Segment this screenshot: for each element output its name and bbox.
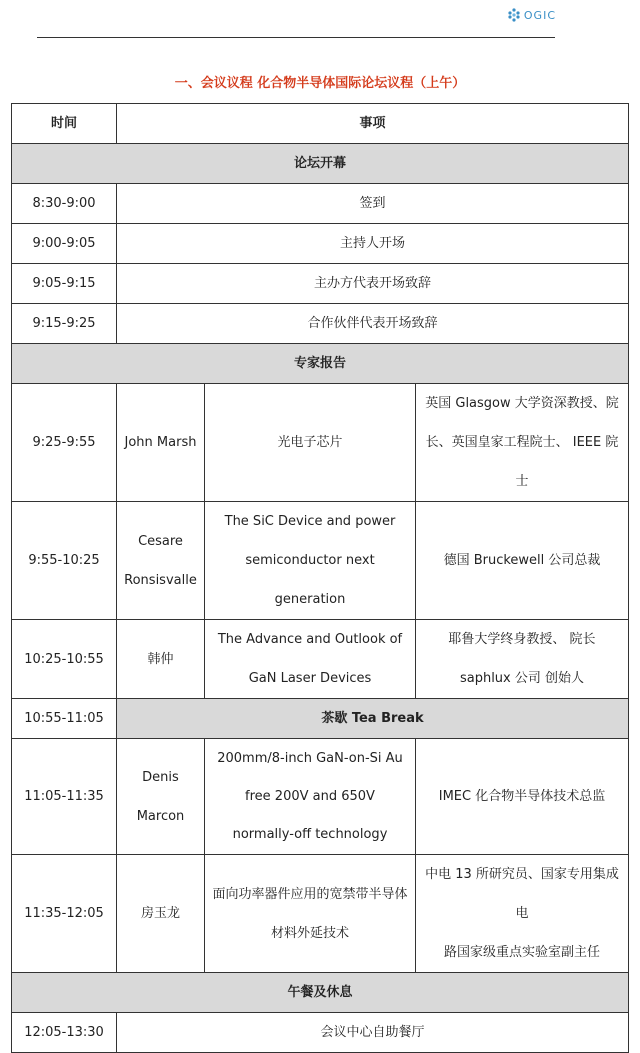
section-row: [12, 973, 629, 1013]
affiliation-line: IMEC 化合物半导体技术总监: [438, 789, 606, 804]
topic-line: 面向功率器件应用的宽禁带半导体: [212, 886, 408, 902]
affiliation-cell: [416, 384, 629, 502]
affiliation-line: 耶鲁大学终身教授、 院长: [448, 632, 596, 647]
topic-line: 200mm/8-inch GaN-on-Si Au: [217, 750, 403, 766]
speaker-line: John Marsh: [124, 434, 197, 450]
header-divider: [37, 37, 555, 38]
agenda-table: [11, 103, 629, 1053]
affiliation-line: saphlux 公司 创始人: [459, 671, 585, 686]
item-cell: 主办方代表开场致辞: [117, 264, 629, 304]
affiliation-cell: [416, 739, 629, 855]
time-cell: 8:30-9:00: [12, 184, 117, 224]
affiliation-cell: [416, 855, 629, 973]
topic-line: The SiC Device and power: [224, 514, 396, 529]
speaker-line: Denis: [142, 769, 179, 785]
table-row: [12, 1013, 629, 1053]
topic-line: semiconductor next generation: [245, 553, 375, 607]
speaker-cell: [117, 502, 205, 620]
table-row: [12, 224, 629, 264]
speaker-cell: [117, 739, 205, 855]
topic-line: The Advance and Outlook of: [217, 632, 403, 647]
time-cell: 10:25-10:55: [12, 620, 117, 699]
page-title: 一、会议议程 化合物半导体国际论坛议程（上午）: [174, 76, 466, 91]
table-row: [12, 264, 629, 304]
table-row: [12, 304, 629, 344]
item-cell: 主持人开场: [117, 224, 629, 264]
table-row: [12, 184, 629, 224]
time-cell: 12:05-13:30: [12, 1013, 117, 1053]
section-row: [12, 144, 629, 184]
speaker-line: 韩仲: [147, 651, 174, 667]
speaker-line: Marcon: [136, 808, 185, 824]
time-cell: 9:05-9:15: [12, 264, 117, 304]
talk-row: [12, 620, 629, 699]
talk-row: [12, 739, 629, 855]
section-opening: 论坛开幕: [12, 144, 629, 184]
topic-cell: [205, 620, 416, 699]
time-cell: 10:55-11:05: [12, 699, 117, 739]
topic-cell: [205, 384, 416, 502]
item-cell: 合作伙伴代表开场致辞: [117, 304, 629, 344]
item-cell: 签到: [117, 184, 629, 224]
speaker-line: Cesare: [138, 533, 183, 549]
topic-line: normally-off technology: [232, 826, 388, 842]
talk-row: [12, 855, 629, 973]
speaker-line: Ronsisvalle: [124, 572, 197, 588]
topic-line: 材料外延技术: [270, 925, 349, 941]
time-cell: 9:00-9:05: [12, 224, 117, 264]
time-cell: 9:55-10:25: [12, 502, 117, 620]
brand-logo: [507, 8, 556, 22]
column-header-time: 时间: [12, 104, 117, 144]
affiliation-cell: [416, 620, 629, 699]
affiliation-line: 路国家级重点实验室副主任: [443, 945, 600, 960]
affiliation-line: 中电 13 所研究员、国家专用集成电: [425, 867, 619, 921]
affiliation-line: 德国 Bruckewell 公司总裁: [443, 553, 601, 568]
section-expert: 专家报告: [12, 344, 629, 384]
affiliation-cell: [416, 502, 629, 620]
logo-text: OGIC: [523, 8, 556, 22]
topic-cell: [205, 739, 416, 855]
table-header-row: [12, 104, 629, 144]
time-cell: 11:05-11:35: [12, 739, 117, 855]
section-lunch: 午餐及休息: [12, 973, 629, 1013]
affiliation-line: 长、英国皇家工程院士、 IEEE 院士: [425, 435, 619, 489]
speaker-cell: [117, 855, 205, 973]
talk-row: [12, 502, 629, 620]
section-tea-break: 茶歇 Tea Break: [117, 699, 629, 739]
topic-line: 光电子芯片: [277, 434, 343, 450]
talk-row: [12, 384, 629, 502]
diamond-dots-logo-icon: [507, 8, 521, 22]
time-cell: 9:25-9:55: [12, 384, 117, 502]
topic-cell: [205, 502, 416, 620]
speaker-cell: [117, 384, 205, 502]
item-cell: 会议中心自助餐厅: [117, 1013, 629, 1053]
time-cell: 11:35-12:05: [12, 855, 117, 973]
topic-line: free 200V and 650V: [245, 788, 375, 804]
speaker-line: 房玉龙: [140, 906, 180, 921]
column-header-item: 事项: [117, 104, 629, 144]
topic-line: GaN Laser Devices: [248, 671, 372, 686]
affiliation-line: 英国 Glasgow 大学资深教授、院: [425, 396, 619, 411]
speaker-cell: [117, 620, 205, 699]
time-cell: 9:15-9:25: [12, 304, 117, 344]
section-row: [12, 344, 629, 384]
tea-break-row: [12, 699, 629, 739]
topic-cell: [205, 855, 416, 973]
